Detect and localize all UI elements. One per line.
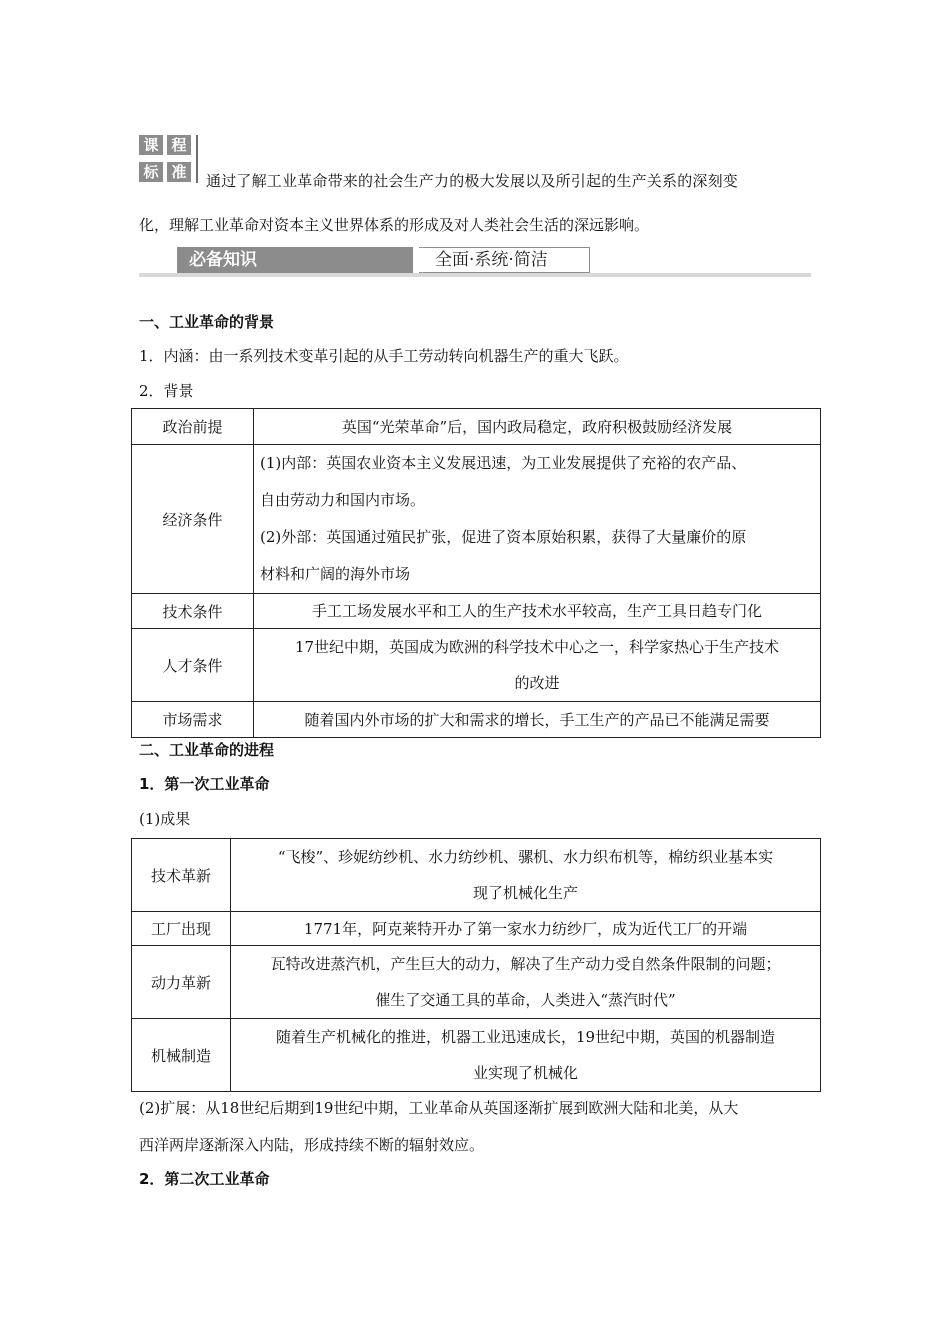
banner-title: 必备知识	[189, 250, 257, 270]
table-row	[132, 629, 821, 702]
cell-line: (1)内部：英国农业资本主义发展迅速，为工业发展提供了充裕的农产品、	[260, 454, 747, 472]
cell-line: 随着生产机械化的推进，机器工业迅速成长，19世纪中期，英国的机器制造	[275, 1028, 776, 1046]
cell-line: 的改进	[514, 674, 560, 692]
cell-line: 17世纪中期，英国成为欧洲的科学技术中心之一，科学家热心于生产技术	[294, 638, 780, 656]
section2-item1: 1．第一次工业革命	[139, 775, 270, 793]
table-row	[132, 946, 821, 1019]
standard-text-line2: 化，理解工业革命对资本主义世界体系的形成及对人类社会生活的深远影响。	[139, 216, 650, 234]
table-row	[132, 1019, 821, 1092]
section1-item2: 2．背景	[139, 382, 194, 400]
badge-divider	[196, 135, 198, 183]
row-label: 人才条件	[132, 629, 254, 702]
table-row	[132, 912, 821, 946]
cell-line: 业实现了机械化	[472, 1064, 578, 1082]
cell-line: 自由劳动力和国内市场。	[260, 491, 426, 509]
cell-line: “飞梭”、珍妮纺纱机、水力纺纱机、骡机、水力织布机等，棉纺织业基本实	[277, 848, 774, 866]
standard-text-line1: 通过了解工业革命带来的社会生产力的极大发展以及所引起的生产关系的深刻变	[206, 172, 739, 190]
expansion-line1: (2)扩展：从18世纪后期到19世纪中期，工业革命从英国逐渐扩展到欧洲大陆和北美，从大	[139, 1099, 739, 1117]
cell-line: (2)外部：英国通过殖民扩张，促进了资本原始积累，获得了大量廉价的原	[260, 528, 747, 546]
background-table	[131, 408, 821, 738]
table-row	[132, 445, 821, 594]
section2-heading: 二、工业革命的进程	[139, 741, 275, 759]
badge-char: 课	[139, 135, 163, 155]
row-label: 市场需求	[132, 702, 254, 738]
table-row	[132, 702, 821, 738]
row-value	[254, 594, 821, 629]
cell-line: 催生了交通工具的革命，人类进入“蒸汽时代”	[375, 991, 676, 1009]
row-value	[254, 409, 821, 445]
badge-char: 准	[167, 162, 191, 182]
section-banner	[139, 245, 811, 279]
row-label: 机械制造	[132, 1019, 231, 1092]
row-label: 工厂出现	[132, 912, 231, 946]
expansion-line2: 西洋两岸逐渐深入内陆，形成持续不断的辐射效应。	[139, 1136, 485, 1154]
row-value	[254, 445, 821, 594]
cell-line: 瓦特改进蒸汽机，产生巨大的动力，解决了生产动力受自然条件限制的问题；	[270, 955, 781, 973]
row-value	[254, 629, 821, 702]
table-row	[132, 409, 821, 445]
table-row	[132, 594, 821, 629]
section1-heading: 一、工业革命的背景	[139, 313, 275, 331]
row-value	[254, 702, 821, 738]
cell-line: 现了机械化生产	[472, 884, 578, 902]
course-standard-badge	[139, 135, 199, 185]
row-label: 动力革新	[132, 946, 231, 1019]
row-label: 技术革新	[132, 839, 231, 912]
row-label: 经济条件	[132, 445, 254, 594]
cell-line: 随着国内外市场的扩大和需求的增长，手工生产的产品已不能满足需要	[304, 710, 770, 729]
cell-line: 英国“光荣革命”后，国内政局稳定，政府积极鼓励经济发展	[341, 417, 733, 436]
cell-line: 材料和广阔的海外市场	[260, 565, 411, 583]
section2-sub1: (1)成果	[139, 810, 191, 828]
badge-char: 程	[167, 135, 191, 155]
row-value	[231, 1019, 821, 1092]
first-revolution-table	[131, 838, 821, 1092]
section1-item1: 1．内涵：由一系列技术变革引起的从手工劳动转向机器生产的重大飞跃。	[139, 347, 629, 365]
banner-chevron	[413, 247, 423, 273]
row-value	[231, 946, 821, 1019]
cell-line: 1771年，阿克莱特开办了第一家水力纺纱厂，成为近代工厂的开端	[303, 919, 748, 938]
banner-underline	[139, 273, 811, 277]
banner-subtitle: 全面·系统·简洁	[435, 250, 548, 270]
row-label: 政治前提	[132, 409, 254, 445]
badge-char: 标	[139, 162, 163, 182]
row-label: 技术条件	[132, 594, 254, 629]
section2-item2: 2．第二次工业革命	[139, 1170, 270, 1188]
row-value	[231, 912, 821, 946]
cell-line: 手工工场发展水平和工人的生产技术水平较高，生产工具日趋专门化	[311, 602, 762, 620]
row-value	[231, 839, 821, 912]
table-row	[132, 839, 821, 912]
